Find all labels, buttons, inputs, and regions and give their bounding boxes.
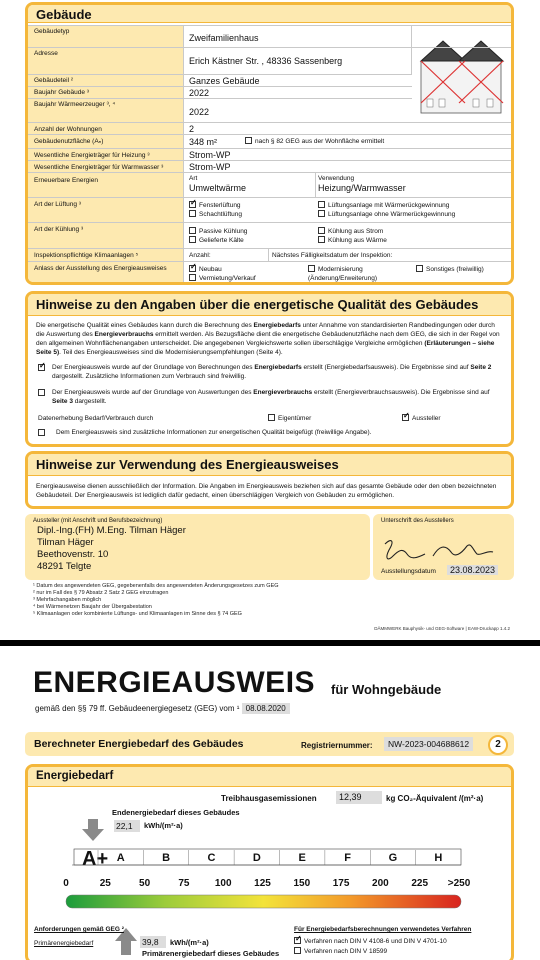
hinweise-verwendung-section (25, 451, 514, 509)
energy-class-aplus: A+ (82, 848, 109, 870)
verfahren-label: Für Energiebedarfsberechnungen verwendetes Verfahren (294, 926, 472, 933)
thg-value: 12,39 (336, 791, 382, 804)
energy-class-e: E (298, 852, 306, 864)
scale-tick-label: 100 (214, 878, 232, 889)
aussteller-panel: Aussteller (mit Anschrift und Berufsbezeichnung) Dipl.-Ing.(FH) M.Eng. Tilman Häger Tilman Häger Beethovenstr. 10 48291 Telgte (25, 514, 370, 580)
energy-class-h: H (434, 852, 443, 864)
unterschrift-panel: Unterschrift des Ausstellers Ausstellungsdatum 23.08.2023 (373, 514, 514, 580)
lueftungsanlage-mit-checkbox[interactable] (318, 201, 325, 208)
row-baujahr-waermeerzeuger: Baujahr Wärmeerzeuger ³, ⁴ 2022 (28, 98, 412, 122)
row-klimaanlagen: Inspektionspflichtige Klimaanlagen ⁵ Anzahl: Nächstes Fälligkeitsdatum der Inspektion: (28, 248, 511, 261)
row-erneuerbar: Erneuerbare Energien Art Umweltwärme Verwendung Heizung/Warmwasser (28, 172, 511, 197)
energy-scale (62, 807, 482, 909)
energieausweis-subtitle: für Wohngebäude (331, 682, 442, 697)
gebaeude-section (25, 2, 514, 285)
page-number-badge: 2 (488, 735, 508, 755)
berechneter-bedarf-header: Berechneter Energiebedarf des Gebäudes (25, 732, 514, 756)
color-scale-bar (66, 895, 461, 908)
row-warmwasser: Wesentliche Energieträger für Warmwasser ³ Strom-WP (28, 160, 511, 172)
row-adresse: Adresse Erich Kästner Str. , 48336 Sassenberg (28, 47, 511, 74)
kuehlung-strom-checkbox[interactable] (318, 227, 325, 234)
hinweise-qualitaet-section: Hinweise zu den Angaben über die energetische Qualität des Gebäudes Die energetische Qualität eines Gebäudes kann durch die Berechnung des Energiebedarfs unter Annahme von standardisierten Randbedingungen oder durch die Auswertung des Energieverbrauchs ermittelt werden. Als Bezugsfläche dient die energetische Gebäudenutzfläche nach dem GEG, die sich in der Regel von den allgemeinen Wohnflächenangaben unterscheidet. Die angegebenen Vergleichswerte sollen überschlägige Vergleiche ermöglichen (Erläuterungen – siehe Seite 5). Teil des Energieausweises sind die Modernisierungsempfehlungen (Seite 4). ✓ Der Energieausweis wurde auf der Grundlage von Berechnungen des Energiebedarfs erstellt (Energiebedarfsausweis). Die Ergebnisse sind auf Seite 2 dargestellt. Zusätzliche Informationen zum Verbrauch sind freiwillig. Der Energieausweis wurde auf der Grundlage von Auswertungen des Energieverbrauchs erstellt (Energieverbrauchsausweis). Die Ergebnisse sind auf Seite 3 dargestellt. Datenerhebung Bedarf/Verbrauch durch Eigentümer ✓ Aussteller Dem Energieausweis sind zusätzliche Informationen zur energetischen Qualität beigefügt (freiwillige Angabe). (25, 291, 514, 447)
gemaess-line: gemäß den §§ 79 ff. Gebäudeenergiegesetz (GEG) vom ¹ 08.08.2020 (35, 703, 290, 714)
scale-tick-label: 150 (293, 878, 311, 889)
scale-tick-label: 125 (254, 878, 271, 889)
row-heizung: Wesentliche Energieträger für Heizung ³ Strom-WP (28, 148, 511, 160)
fensterlueftung-checkbox[interactable] (189, 201, 196, 208)
hinweise-verwendung-title: Hinweise zur Verwendung des Energieausweises (28, 454, 511, 476)
energy-class-a: A (116, 852, 125, 864)
bedarfsausweis-option: ✓ Der Energieausweis wurde auf der Grundlage von Berechnungen des Energiebedarfs erstellt (Energiebedarfsausweis). Die Ergebnisse sind auf Seite 2 dargestellt. Zusätzliche Informationen zum Verbrauch sind freiwillig. (38, 363, 503, 381)
row-gebaeudeteil: Gebäudeteil ² Ganzes Gebäude (28, 74, 412, 86)
footer-brand: DÄMMWERK Bauphysik- und GEG-Software | EAW-Druckapp 1.4.2 (374, 626, 510, 631)
datenerhebung-label: Datenerhebung Bedarf/Verbrauch durch (38, 415, 154, 422)
kuehlung-waerme-checkbox[interactable] (318, 236, 325, 243)
aussteller-address: Dipl.-Ing.(FH) M.Eng. Tilman Häger Tilman Häger Beethovenstr. 10 48291 Telgte (37, 525, 186, 572)
din4108-checkbox[interactable] (294, 937, 301, 944)
document-page-2: ENERGIEAUSWEIS für Wohngebäude gemäß den §§ 79 ff. Gebäudeenergiegesetz (GEG) vom ¹ 08.08.2020 Berechneter Energiebedarf des Gebäudes Registriernummer: NW-2023-004688612 2 Energiebedarf Treibhausgasemissionen 12,39 kg CO₂-Äquivalent /(m²·a) Endenergiebedarf dieses Gebäudes 22,1 kWh/(m²·a) A+ A B C D E F G H 0 25 50 75 100 125 150 175 200 225 >250 39,8 kWh/(m²·a) Primärenergiebedarf dieses Gebäudes Anforderungen gemäß GEG ² Primärenergiebedarf Für Energiebedarfsberechnungen verwendetes Verfahren ✓Verfahren nach DIN V 4108-6 und DIN V 4701-10 Verfahren nach DIN V 18599 (0, 646, 540, 960)
energy-class-b: B (162, 852, 171, 864)
lueftungsanlage-ohne-checkbox[interactable] (318, 210, 325, 217)
energieausweis-title: ENERGIEAUSWEIS (33, 666, 316, 699)
row-gebaeudetyp: Gebäudetyp Zweifamilienhaus (28, 25, 511, 47)
scale-tick-label: 75 (178, 878, 190, 889)
verbrauchsausweis-option: Der Energieausweis wurde auf der Grundlage von Auswertungen des Energieverbrauchs erstellt (Energieverbrauchsausweis). Die Ergebnisse sind auf Seite 3 dargestellt. (38, 388, 503, 406)
row-kuehlung: Art der Kühlung ³ Passive Kühlung Gelieferte Kälte Kühlung aus Strom Kühlung aus Wärme (28, 222, 511, 248)
zusatzinfo-checkbox[interactable] (38, 429, 45, 436)
energy-class-c: C (207, 852, 216, 864)
sonstiges-checkbox[interactable] (416, 265, 423, 272)
signature-image (381, 536, 506, 566)
scale-tick-label: 0 (63, 878, 69, 889)
bedarfsausweis-checkbox[interactable] (38, 364, 45, 371)
energy-class-d: D (252, 852, 261, 864)
hinweise-verwendung-text: Energieausweise dienen ausschließlich der Information. Die Angaben im Energieausweis beziehen sich auf das gesamte Gebäude oder den oben bezeichneten Gebäudeteil. Der Energieausweis ist lediglich dafür gedacht, einen überschlägigen Vergleich von Gebäuden zu ermöglichen. (36, 483, 497, 499)
energiebedarf-title: Energiebedarf (28, 767, 511, 787)
anforderungen-label: Anforderungen gemäß GEG ² (34, 926, 124, 933)
gelieferte-kaelte-checkbox[interactable] (189, 236, 196, 243)
energy-class-g: G (388, 852, 398, 864)
nutzflaeche-note: nach § 82 GEG aus der Wohnfläche ermittelt (245, 137, 384, 146)
row-nutzflaeche: Gebäudenutzfläche (Aₙ) 348 m² nach § 82 GEG aus der Wohnfläche ermittelt (28, 134, 511, 148)
gebaeude-title: Gebäude (28, 5, 511, 23)
zusatzinfo-option: Dem Energieausweis sind zusätzliche Informationen zur energetischen Qualität beigefügt (freiwillige Angabe). (38, 428, 503, 437)
din18599-checkbox[interactable] (294, 947, 301, 954)
aussteller-checkbox[interactable] (402, 414, 409, 421)
energy-class-f: F (344, 852, 351, 864)
neubau-checkbox[interactable] (189, 265, 196, 272)
nutzflaeche-checkbox[interactable] (245, 137, 252, 144)
vermietung-checkbox[interactable] (189, 274, 196, 281)
energiebedarf-section: Energiebedarf Treibhausgasemissionen 12,39 kg CO₂-Äquivalent /(m²·a) Endenergiebedarf dieses Gebäudes 22,1 kWh/(m²·a) A+ A B C D E F G H 0 25 50 75 100 125 150 175 200 225 >250 39,8 kWh/(m²·a) Primärenergiebedarf dieses Gebäudes (25, 764, 514, 960)
scale-tick-label: 50 (139, 878, 151, 889)
scale-tick-label: 200 (372, 878, 389, 889)
endenergie-arrow (82, 819, 104, 841)
primaerenergie-value: 39,8 (140, 936, 166, 948)
schachtlueftung-checkbox[interactable] (189, 210, 196, 217)
row-wohnungen: Anzahl der Wohnungen 2 (28, 122, 511, 134)
verbrauchsausweis-checkbox[interactable] (38, 389, 45, 396)
registriernummer: NW-2023-004688612 (384, 737, 473, 751)
passive-kuehlung-checkbox[interactable] (189, 227, 196, 234)
endenergie-value: 22,1 (114, 820, 140, 832)
modernisierung-checkbox[interactable] (308, 265, 315, 272)
eigentuemer-checkbox[interactable] (268, 414, 275, 421)
scale-tick-label: >250 (447, 878, 471, 889)
scale-tick-label: 225 (411, 878, 429, 889)
hinweise-qualitaet-intro: Die energetische Qualität eines Gebäudes kann durch die Berechnung des Energiebedarfs unter Annahme von standardisierten Randbedingungen oder durch die Auswertung des Energieverbrauchs ermittelt werden. Als Bezugsfläche dient die energetische Gebäudenutzfläche nach dem GEG, die sich in der Regel von den allgemeinen Wohnflächenangaben unterscheidet. Die angegebenen Vergleichswerte sollen überschlägige Vergleiche ermöglichen (Erläuterungen – siehe Seite 5). Teil des Energieausweises sind die Modernisierungsempfehlungen (Seite 4). (36, 322, 500, 356)
row-baujahr: Baujahr Gebäude ³ 2022 (28, 86, 412, 98)
row-anlass: Anlass der Ausstellung des Energieausweises ✓ Neubau Vermietung/Verkauf Modernisierung (Änderung/Erweiterung) Sonstiges (freiwillig) (28, 261, 511, 283)
ausstellungsdatum: 23.08.2023 (447, 565, 498, 575)
scale-tick-label: 175 (332, 878, 350, 889)
row-lueftung: Art der Lüftung ³ ✓ Fensterlüftung Schachtlüftung Lüftungsanlage mit Wärmerückgewinnung Lüftungsanlage ohne Wärmerückgewinnung (28, 197, 511, 222)
footnotes: ¹ Datum des angewendeten GEG, gegebenenfalls des angewendeten Änderungsgesetzes zum GEG ² nur im Fall des § 79 Absatz 2 Satz 2 GEG einzutragen ³ Mehrfachangaben möglich ⁴ bei Wärmenetzen Baujahr der Übergabestation ⁵ Klimaanlagen oder kombinierte Lüftungs- und Klimaanlagen im Sinne des § 74 GEG (33, 583, 279, 617)
hinweise-qualitaet-title: Hinweise zu den Angaben über die energetische Qualität des Gebäudes (28, 294, 511, 316)
scale-tick-label: 25 (99, 878, 111, 889)
